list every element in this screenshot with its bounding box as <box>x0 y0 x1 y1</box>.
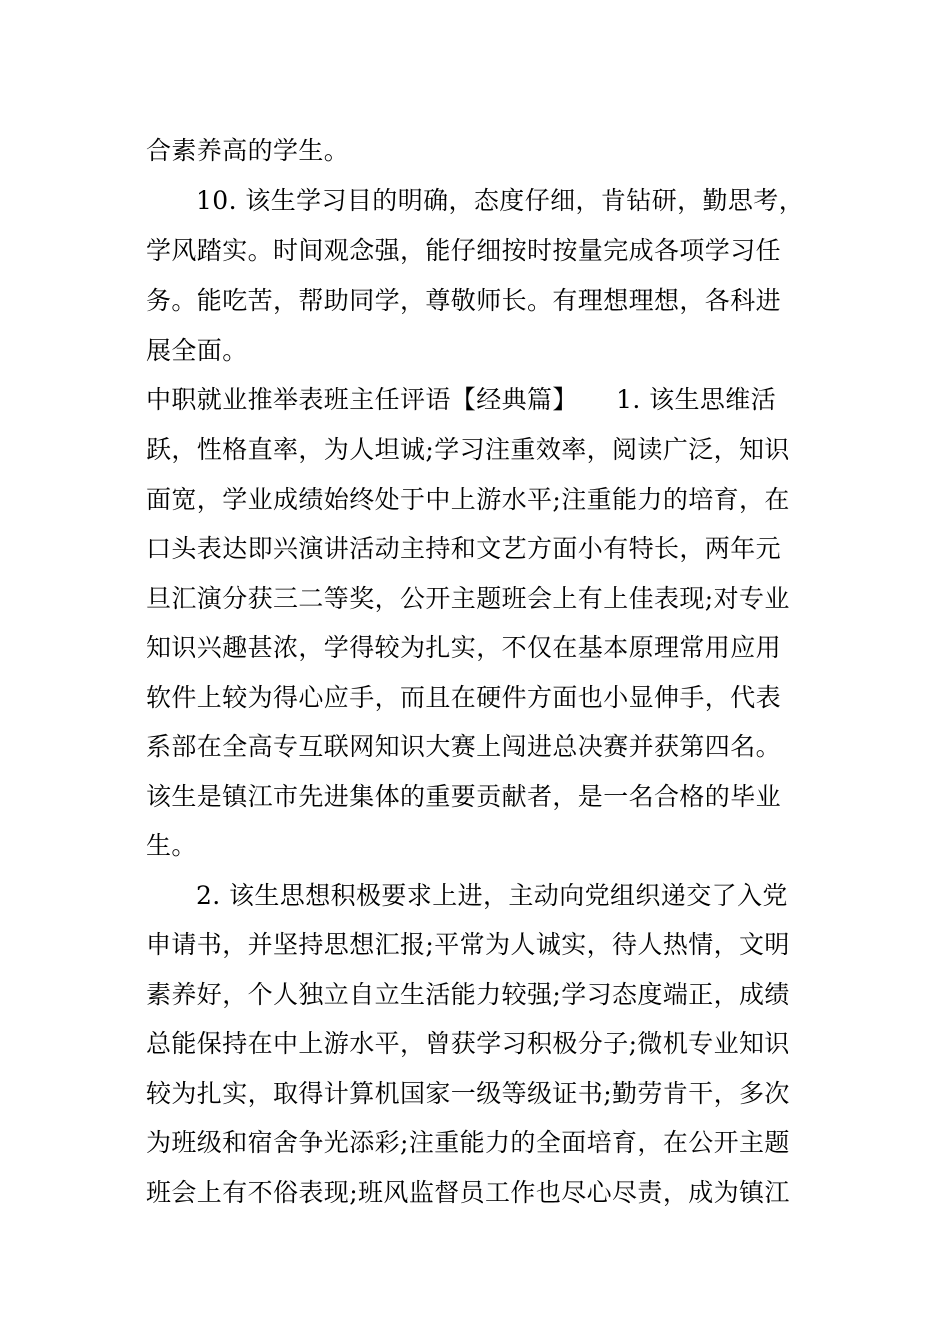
text-line: 展全面。 <box>146 336 248 365</box>
text-line: 面宽，学业成绩始终处于中上游水平;注重能力的培育，在 <box>146 485 790 514</box>
text-line: 口头表达即兴演讲活动主持和文艺方面小有特长，两年元 <box>146 534 782 563</box>
text-line: 班会上有不俗表现;班风监督员工作也尽心尽责，成为镇江 <box>146 1178 790 1207</box>
text-line: 素养好，个人独立自立生活能力较强;学习态度端正，成绩 <box>146 980 790 1009</box>
text-line: 申请书，并坚持思想汇报;平常为人诚实，待人热情，文明 <box>146 930 790 959</box>
text-line: 旦汇演分获三二等奖，公开主题班会上有上佳表现;对专业 <box>146 584 790 613</box>
text-line: 生。 <box>146 831 197 860</box>
text-line: 学风踏实。时间观念强，能仔细按时按量完成各项学习任 <box>146 236 782 265</box>
text-line: 较为扎实，取得计算机国家一级等级证书;勤劳肯干，多次 <box>146 1079 790 1108</box>
text-line: 软件上较为得心应手，而且在硬件方面也小显伸手，代表 <box>146 683 782 712</box>
text-line: 务。能吃苦，帮助同学，尊敬师长。有理想理想，各科进 <box>146 286 782 315</box>
text-line: 知识兴趣甚浓，学得较为扎实，不仅在基本原理常用应用 <box>146 633 782 662</box>
section-heading-line: 中职就业推举表班主任评语【经典篇】 1. 该生思维活 <box>146 385 777 414</box>
text-line: 跃，性格直率，为人坦诚;学习注重效率，阅读广泛，知识 <box>146 435 790 464</box>
text-line: 为班级和宿舍争光添彩;注重能力的全面培育，在公开主题 <box>146 1128 790 1157</box>
text-line: 2. 该生思想积极要求上进，主动向党组织递交了入党 <box>196 881 788 910</box>
text-line: 系部在全高专互联网知识大赛上闯进总决赛并获第四名。 <box>146 732 782 761</box>
text-line: 10. 该生学习目的明确，态度仔细，肯钻研，勤思考， <box>196 186 805 215</box>
text-line: 该生是镇江市先进集体的重要贡献者，是一名合格的毕业 <box>146 782 782 811</box>
text-line: 总能保持在中上游水平，曾获学习积极分子;微机专业知识 <box>146 1029 790 1058</box>
text-line: 合素养高的学生。 <box>146 136 350 165</box>
